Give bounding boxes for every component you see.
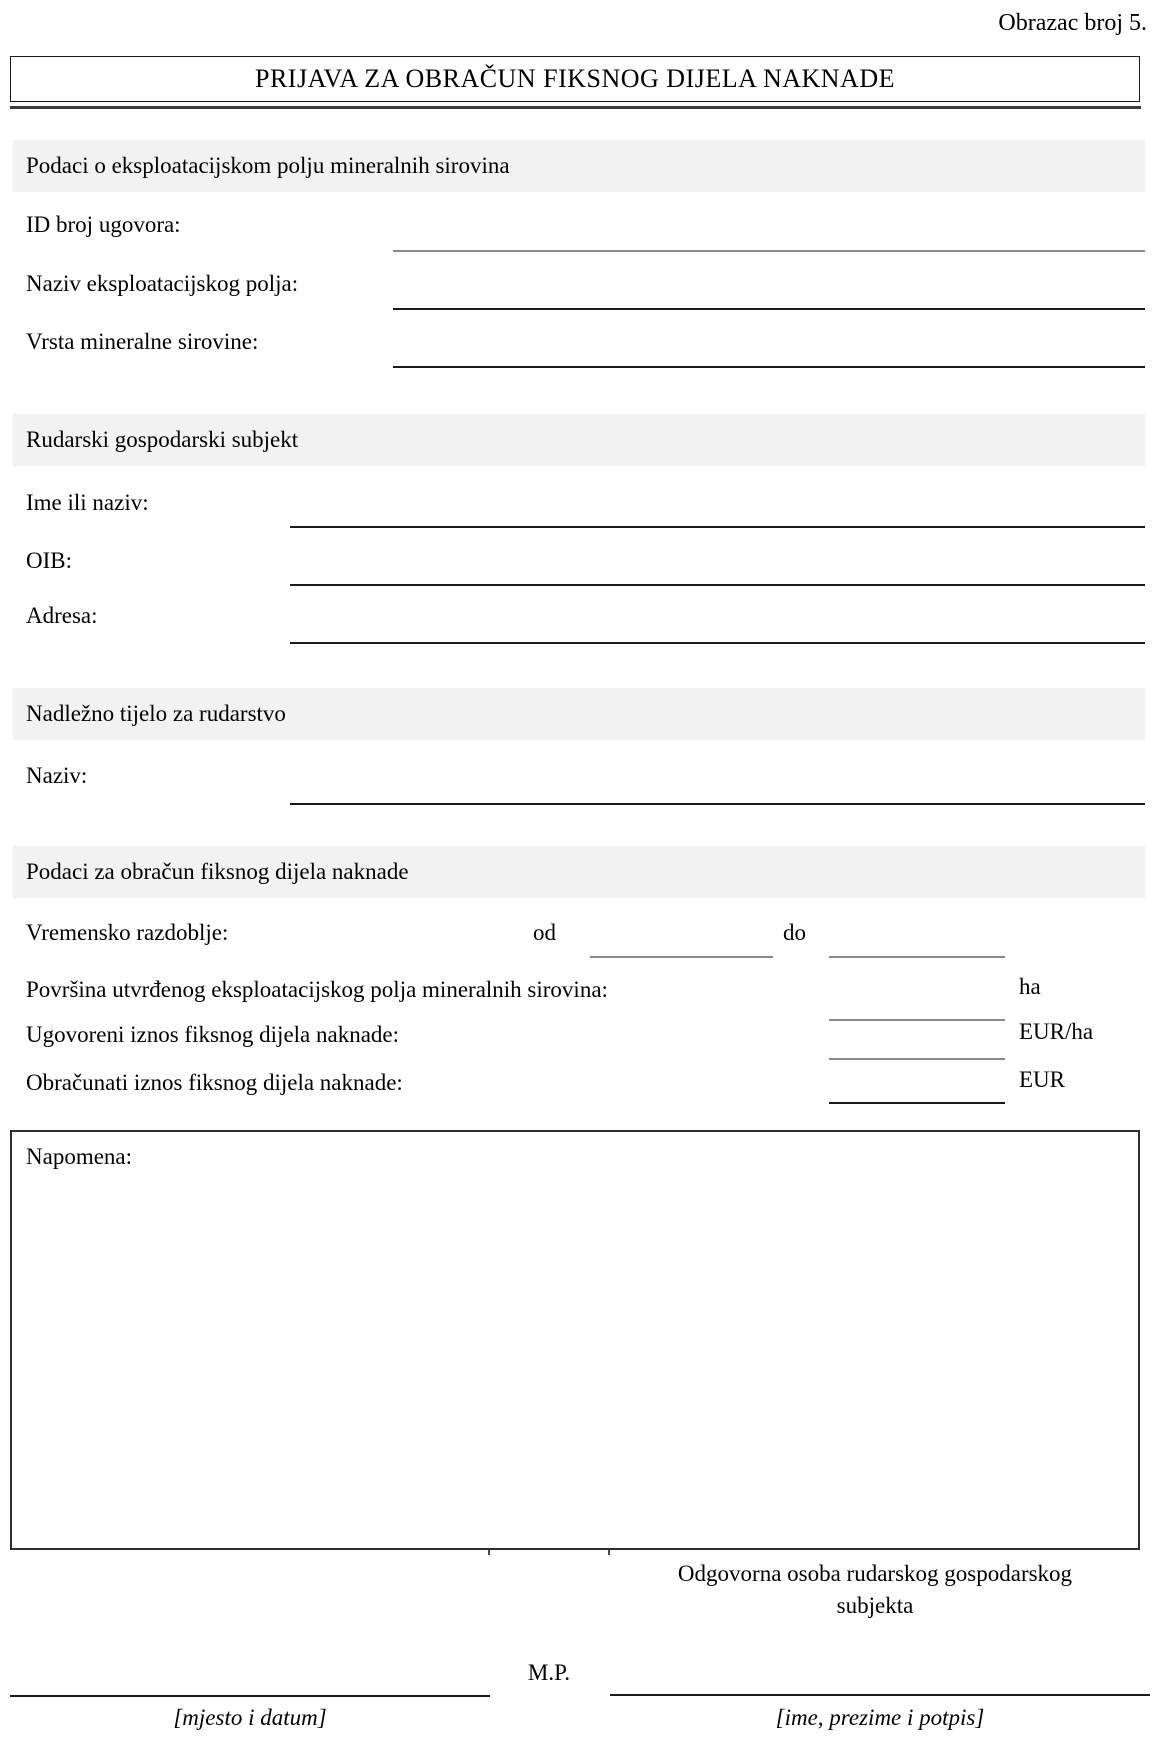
- stamp-label: M.P.: [527, 1660, 571, 1685]
- period-to-label: do: [783, 920, 806, 945]
- section-subjekt-header: Rudarski gospodarski subjekt: [13, 414, 1145, 466]
- period-from-line[interactable]: [590, 956, 773, 958]
- field-line-ugovoreni-iznos[interactable]: [829, 1058, 1005, 1060]
- name-signature-placeholder: [ime, prezime i potpis]: [775, 1705, 985, 1730]
- field-line-povrsina[interactable]: [829, 1019, 1005, 1021]
- section-tijelo-header: Nadležno tijelo za rudarstvo: [13, 688, 1145, 740]
- signature-line-name[interactable]: [610, 1694, 1150, 1696]
- field-line-oib[interactable]: [290, 584, 1145, 586]
- responsible-person-heading: [610, 1558, 1140, 1622]
- responsible-person-line1: Odgovorna osoba rudarskog gospodarskog: [677, 1561, 1073, 1586]
- form-title: PRIJAVA ZA OBRAČUN FIKSNOG DIJELA NAKNADE: [254, 64, 895, 93]
- field-label-obracunati-iznos: Obračunati iznos fiksnog dijela naknade:: [26, 1070, 403, 1095]
- field-label-tijelo-naziv: Naziv:: [26, 763, 88, 788]
- field-line-id-broj-ugovora[interactable]: [393, 250, 1145, 252]
- section-polje-header: Podaci o eksploatacijskom polju mineralnih sirovina: [13, 140, 1145, 192]
- field-line-ime-ili-naziv[interactable]: [290, 526, 1145, 528]
- form-title-box: [10, 56, 1140, 102]
- field-line-adresa[interactable]: [290, 642, 1145, 644]
- section-obracun-header: Podaci za obračun fiksnog dijela naknade: [13, 846, 1145, 898]
- title-accent-line: [10, 106, 1141, 109]
- field-label-adresa: Adresa:: [26, 603, 98, 628]
- field-label-id-broj-ugovora: ID broj ugovora:: [26, 212, 181, 237]
- field-label-vremensko-razdoblje: Vremensko razdoblje:: [26, 920, 229, 945]
- signature-line-place-date[interactable]: [10, 1695, 490, 1697]
- field-label-povrsina: Površina utvrđenog eksploatacijskog polja mineralnih sirovina:: [26, 977, 608, 1002]
- form-number: Obrazac broj 5.: [998, 10, 1147, 36]
- napomena-box[interactable]: [10, 1130, 1140, 1550]
- napomena-bottom-tick-right: [608, 1550, 610, 1555]
- field-label-vrsta-sirovine: Vrsta mineralne sirovine:: [26, 329, 259, 354]
- field-line-vrsta-sirovine[interactable]: [393, 366, 1145, 368]
- field-label-ugovoreni-iznos: Ugovoreni iznos fiksnog dijela naknade:: [26, 1022, 400, 1047]
- unit-eur-ha: EUR/ha: [1019, 1019, 1094, 1044]
- unit-ha: ha: [1019, 974, 1041, 999]
- place-date-placeholder: [mjesto i datum]: [173, 1705, 327, 1730]
- field-line-naziv-polja[interactable]: [393, 308, 1145, 310]
- field-label-oib: OIB:: [26, 548, 72, 573]
- field-line-obracunati-iznos[interactable]: [829, 1102, 1005, 1104]
- responsible-person-line2: subjekta: [836, 1593, 914, 1618]
- field-line-tijelo-naziv[interactable]: [290, 803, 1145, 805]
- napomena-bottom-tick-left: [488, 1550, 490, 1555]
- period-from-label: od: [533, 920, 556, 945]
- period-to-line[interactable]: [829, 956, 1005, 958]
- napomena-label: Napomena:: [26, 1144, 133, 1169]
- unit-eur: EUR: [1019, 1067, 1065, 1092]
- field-label-naziv-polja: Naziv eksploatacijskog polja:: [26, 271, 299, 296]
- field-label-ime-ili-naziv: Ime ili naziv:: [26, 490, 149, 515]
